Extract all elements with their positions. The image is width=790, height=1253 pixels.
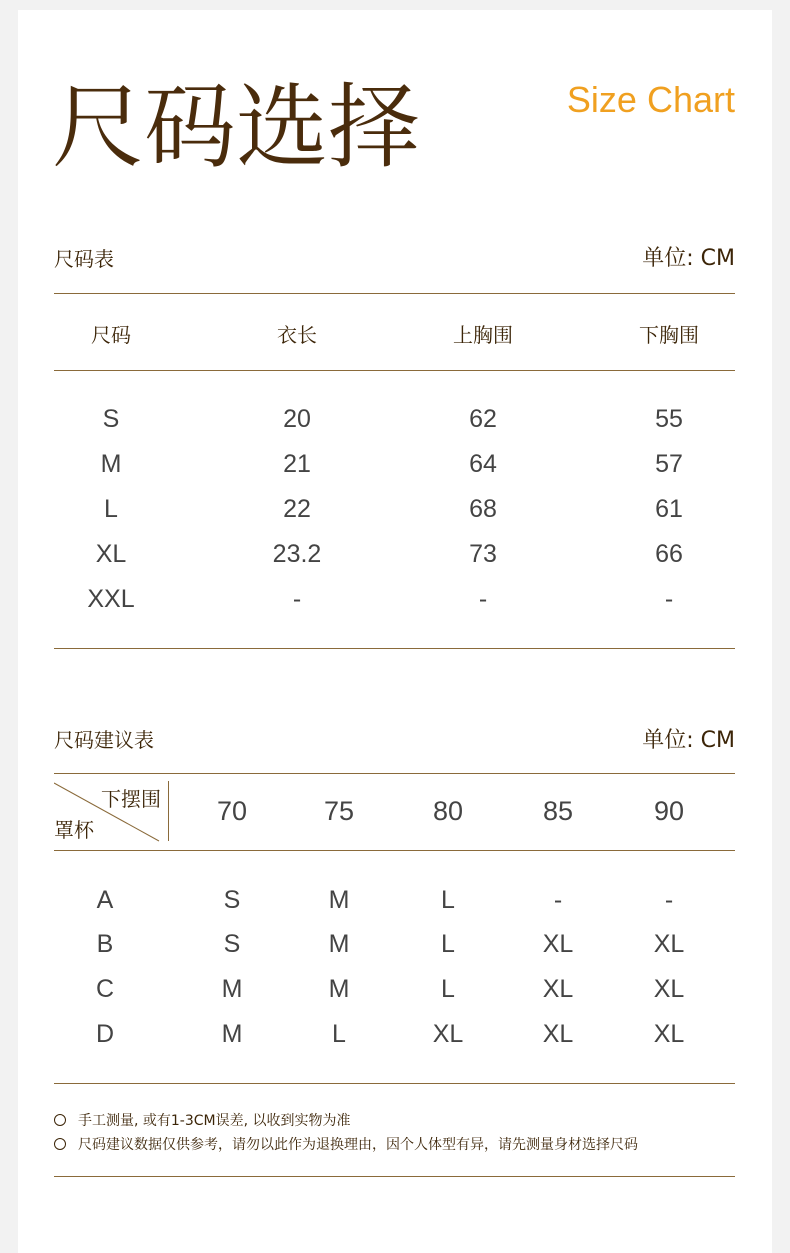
size-table-top-rule (54, 293, 735, 294)
suggest-table-cell: XL (542, 1020, 574, 1048)
note-1 (54, 1110, 351, 1130)
size-table-cell: 55 (655, 405, 683, 433)
size-table-header: 下胸围 (639, 323, 699, 347)
size-table-header: 上胸围 (453, 323, 513, 347)
size-table-cell: 64 (469, 450, 497, 478)
band-size-header: 75 (323, 796, 355, 826)
page-title: 尺码选择 (52, 74, 421, 181)
band-size-header: 85 (542, 796, 574, 826)
cup-label: B (96, 930, 114, 958)
size-table-title: 尺码表 (54, 247, 114, 271)
size-table-cell: 62 (469, 405, 497, 433)
size-table-cell: XL (95, 540, 127, 568)
size-table-cell: 20 (283, 405, 311, 433)
note-2-text: 尺码建议数据仅供参考，请勿以此作为退换理由，因个人体型有异，请先测量身材选择尺码 (78, 1137, 638, 1153)
bullet-circle-icon (54, 1114, 66, 1126)
suggest-table-top-rule (54, 773, 735, 774)
suggest-table-cell: M (328, 930, 350, 958)
size-table-cell: 57 (655, 450, 683, 478)
suggest-table-cell: L (441, 975, 455, 1003)
suggest-table-cell: XL (542, 975, 574, 1003)
cup-label: D (95, 1020, 115, 1048)
suggest-table-cell: L (332, 1020, 346, 1048)
band-size-header: 70 (216, 796, 248, 826)
suggest-table-title: 尺码建议表 (54, 728, 154, 752)
corner-separator (168, 781, 169, 841)
suggest-table-cell: M (221, 1020, 243, 1048)
corner-cup-label: 罩杯 (54, 818, 94, 842)
page-subtitle: Size Chart (566, 79, 735, 120)
band-size-header: 90 (653, 796, 685, 826)
size-table-bottom-rule (54, 648, 735, 649)
size-table-cell: - (292, 585, 302, 613)
size-table-cell: 22 (283, 495, 311, 523)
suggest-table-cell: - (664, 886, 674, 914)
band-size-header: 80 (432, 796, 464, 826)
suggest-table-cell: XL (432, 1020, 464, 1048)
suggest-table-header-rule (54, 850, 735, 851)
note-1-text: 手工测量, 或有1-3CM误差, 以收到实物为准 (78, 1113, 351, 1129)
suggest-table-cell: L (441, 930, 455, 958)
size-table-cell: L (104, 495, 118, 523)
cup-label: C (95, 975, 115, 1003)
corner-header (54, 781, 169, 843)
suggest-table-unit: 单位: CM (642, 728, 735, 753)
suggest-table-cell: M (328, 975, 350, 1003)
size-table-cell: 73 (469, 540, 497, 568)
suggest-table-cell: L (441, 886, 455, 914)
bullet-circle-icon (54, 1138, 66, 1150)
note-2 (54, 1134, 638, 1154)
suggest-table-cell: M (221, 975, 243, 1003)
corner-band-label: 下摆围 (101, 787, 161, 811)
suggest-table-cell: XL (653, 1020, 685, 1048)
size-table-cell: 23.2 (272, 540, 322, 568)
size-table-cell: XXL (87, 585, 135, 613)
size-table-header-rule (54, 370, 735, 371)
size-table-cell: 68 (469, 495, 497, 523)
cup-label: A (96, 886, 114, 914)
size-table-cell: S (102, 405, 120, 433)
size-table-header: 尺码 (91, 323, 131, 347)
suggest-table-cell: XL (542, 930, 574, 958)
notes-bottom-rule (54, 1176, 735, 1177)
size-chart-card (18, 10, 772, 1253)
suggest-table-cell: S (223, 886, 241, 914)
size-table-unit: 单位: CM (642, 246, 735, 271)
suggest-table-bottom-rule (54, 1083, 735, 1084)
suggest-table-cell: - (553, 886, 563, 914)
size-table-cell: 61 (655, 495, 683, 523)
size-table-cell: 21 (283, 450, 311, 478)
size-table-cell: - (478, 585, 488, 613)
suggest-table-cell: S (223, 930, 241, 958)
suggest-table-cell: XL (653, 975, 685, 1003)
size-table-cell: 66 (655, 540, 683, 568)
size-table-header: 衣长 (277, 323, 317, 347)
suggest-table-cell: XL (653, 930, 685, 958)
size-table-cell: M (100, 450, 122, 478)
size-table-cell: - (664, 585, 674, 613)
suggest-table-cell: M (328, 886, 350, 914)
